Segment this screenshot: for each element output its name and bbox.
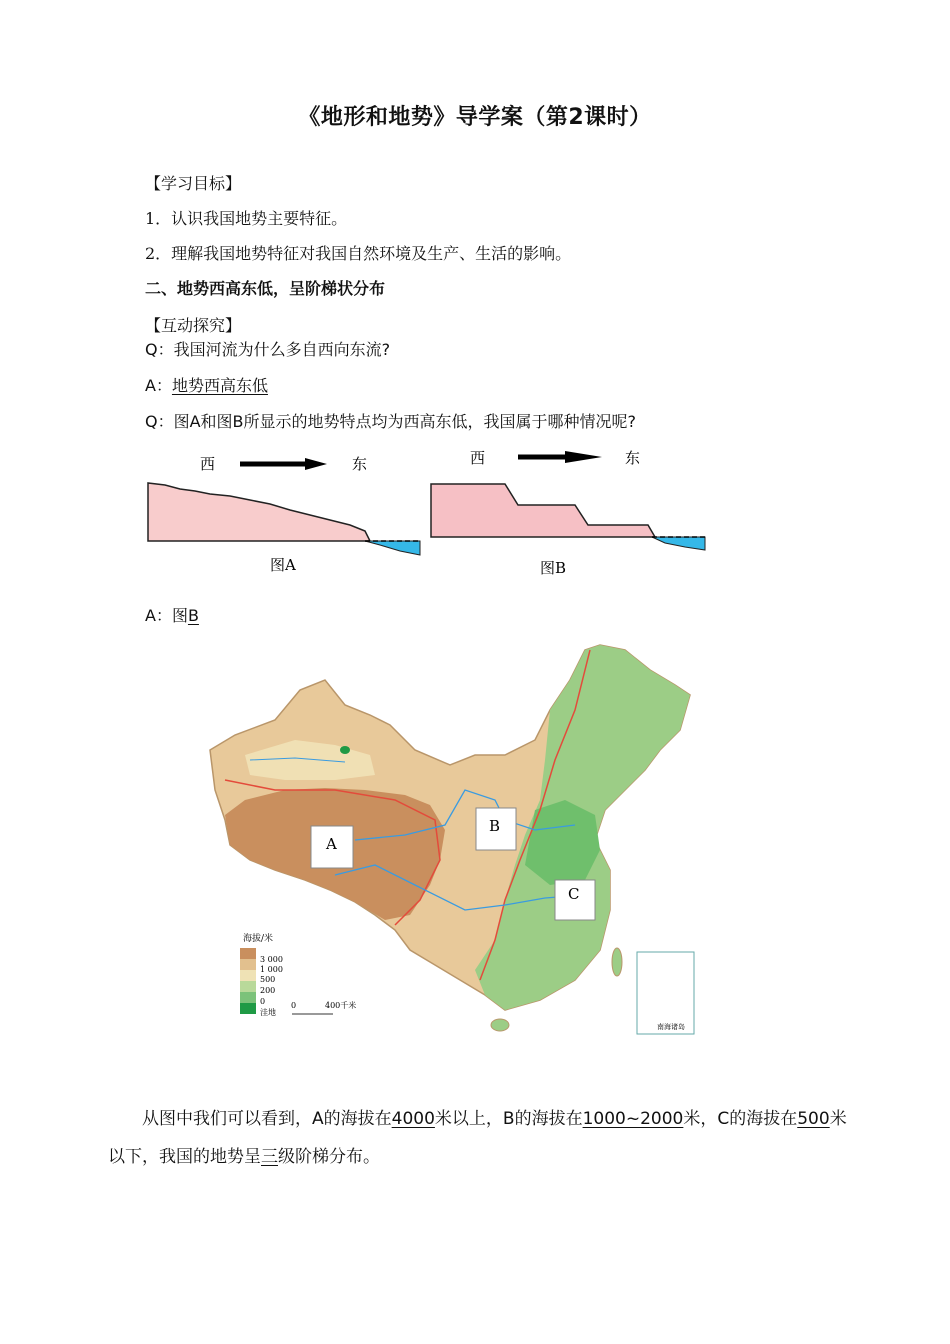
profile-b-caption: 图B (540, 559, 567, 577)
legend-level: 3 000 (260, 955, 283, 964)
map-label-a: A (326, 835, 337, 853)
conclusion-paragraph: 从图中我们可以看到，A的海拔在4000米以上，B的海拔在1000~2000米，C的海拔在500米以下，我国的地势呈三级阶梯分布。 (108, 1109, 847, 1167)
legend-level: 500 (260, 975, 276, 984)
legend-level: 200 (260, 986, 276, 995)
objectives-heading: 【学习目标】 (145, 174, 242, 193)
legend-swatch (240, 959, 256, 970)
profile-a-land (148, 483, 370, 541)
profile-a-east-label: 东 (352, 455, 368, 473)
answer-steps: 三 (261, 1147, 278, 1167)
profile-b-east-label: 东 (625, 449, 641, 467)
profile-a-west-label: 西 (200, 455, 216, 473)
answer-1-value: 地势西高东低 (171, 376, 268, 395)
answer-2-value: B (187, 606, 199, 625)
terrain-profile-figures (140, 445, 720, 585)
legend-level: 洼地 (260, 1008, 276, 1017)
objective-item: 2．理解我国地势特征对我国自然环境及生产、生活的影响。 (145, 244, 572, 263)
profile-b-west-label: 西 (470, 449, 486, 467)
legend-swatch (240, 992, 256, 1003)
inset-label: 南海诸岛 (657, 1023, 685, 1031)
page-title: 《地形和地势》导学案（第2课时） (298, 105, 652, 130)
answer-c-altitude: 500 (797, 1109, 830, 1129)
question-1: Q：我国河流为什么多自西向东流? (145, 340, 391, 359)
map-taiwan (612, 948, 622, 976)
legend-swatch (240, 970, 256, 981)
answer-2-prefix: A：图 (145, 606, 188, 625)
legend-title: 海拔/米 (243, 934, 274, 944)
map-depression (340, 746, 350, 754)
map-plain-region (525, 800, 600, 885)
legend-swatch (240, 981, 256, 992)
legend-swatch (240, 948, 256, 959)
explore-heading: 【互动探究】 (145, 316, 242, 335)
south-sea-inset (637, 952, 694, 1034)
answer-1-prefix: A： (145, 376, 172, 395)
answer-2 (145, 603, 199, 626)
map-label-c: C (568, 885, 580, 903)
map-hainan (491, 1019, 509, 1031)
profile-b-land (431, 484, 655, 537)
answer-b-altitude: 1000~2000 (582, 1109, 684, 1129)
profile-b-arrowhead (565, 451, 602, 463)
legend-level: 0 (260, 997, 266, 1006)
profile-b-sea (652, 537, 705, 550)
answer-1 (145, 373, 268, 396)
section-heading: 二、地势西高东低，呈阶梯状分布 (145, 279, 386, 298)
objective-item: 1．认识我国地势主要特征。 (145, 209, 348, 228)
scale-zero: 0 (291, 1001, 297, 1010)
question-2: Q：图A和图B所显示的地势特点均为西高东低，我国属于哪种情况呢? (145, 412, 637, 431)
profile-a-caption: 图A (270, 556, 296, 574)
profile-a-sea (365, 541, 420, 555)
map-label-b: B (489, 817, 501, 835)
profile-a-arrowhead (305, 458, 327, 470)
legend-swatch (240, 1003, 256, 1014)
scale-label: 400千米 (325, 1001, 357, 1010)
answer-a-altitude: 4000 (391, 1109, 435, 1129)
china-terrain-map (205, 640, 705, 1040)
legend-level: 1 000 (260, 965, 283, 974)
